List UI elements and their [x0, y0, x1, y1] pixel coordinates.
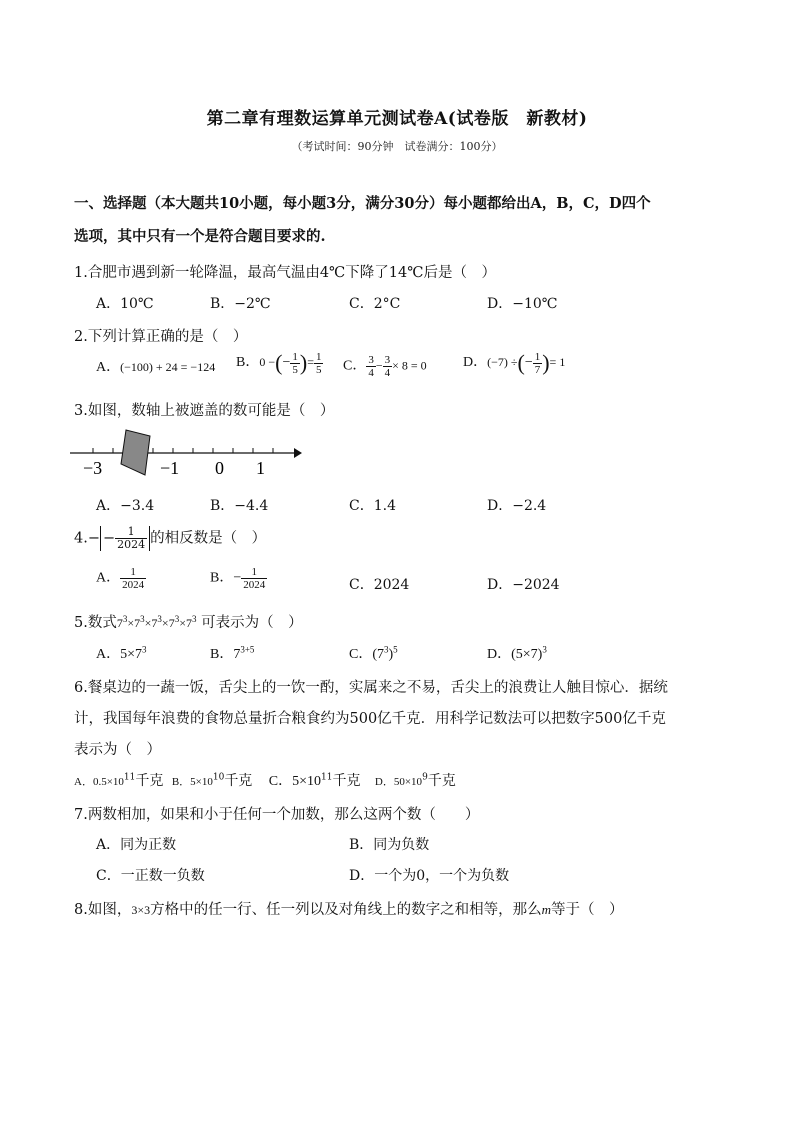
q2-option-a	[96, 356, 215, 376]
q5-option-c: C．$(7^3)^5$	[349, 644, 398, 662]
question-6-line1: 6.餐桌边的一蔬一饭，舌尖上的一饮一酌，实属来之不易，舌尖上的浪费让人触目惊心．据统	[74, 680, 668, 696]
cover-shape	[121, 430, 150, 475]
question-2-stem: 2.下列计算正确的是（ ）	[74, 329, 248, 345]
q2-option-c-label: C．	[343, 358, 367, 374]
q2-option-d-label: D．	[463, 355, 488, 371]
q1-option-d: D．−10℃	[487, 296, 558, 312]
question-6-line3: 表示为（ ）	[74, 742, 161, 758]
q4-option-c: C．2024	[349, 577, 410, 593]
tick-label-0: 0	[215, 458, 224, 478]
q4-option-b: B．− $\frac{1}{2024}$	[210, 566, 266, 591]
section-heading-line2: 选项，其中只有一个是符合题目要求的.	[74, 228, 326, 245]
q5-option-a: A．$5\times 7^3$	[96, 644, 147, 662]
number-line-arrow	[294, 448, 302, 458]
tick-label-neg1: −1	[160, 458, 180, 478]
q2-option-c: C． $\frac{3}{4}$ − $\frac{3}{4}$ × 8 = 0	[343, 354, 427, 379]
q5-option-d: D．$(5\times 7)^3$	[487, 644, 547, 662]
tick-label-1: 1	[256, 458, 265, 478]
q4-option-d: D．−2024	[487, 577, 560, 593]
q3-option-d: D．−2.4	[487, 498, 547, 514]
q1-option-b: B．−2℃	[210, 296, 271, 312]
q6-option-d: D．$50\times 10^9$千克	[374, 772, 456, 789]
q3-option-c: C．1.4	[349, 498, 396, 514]
q2-option-b-fraction: $\frac{1}{5}$	[292, 350, 298, 376]
q6-option-b: B．$5\times 10^{10}$千克	[171, 772, 253, 789]
q2-option-b-result: $\frac{1}{5}$	[315, 350, 322, 376]
question-1-stem: 1.合肥市遇到新一轮降温，最高气温由4℃下降了14℃后是（ ）	[74, 265, 496, 281]
q2-option-b-pre: 0 −	[259, 355, 276, 370]
page-title: 第二章有理数运算单元测试卷A(试卷版 新教材)	[206, 109, 588, 129]
q2-option-a-label: A．	[96, 360, 121, 375]
question-4-stem: 4.− − $\frac{1}{2024}$ 的相反数是（ ）	[74, 525, 267, 551]
question-7-stem: 7.两数相加，如果和小于任何一个加数，那么这两个数（ ）	[74, 807, 480, 823]
q7-option-c: C．一正数一负数	[96, 868, 205, 884]
tick-label-neg3: −3	[83, 458, 103, 478]
q3-option-a: A．−3.4	[96, 498, 155, 514]
page-subtitle: （考试时间：90分钟 试卷满分：100分）	[291, 140, 503, 153]
question-8-stem: 8.如图，3×3方格中的任一行、任一列以及对角线上的数字之和相等，那么m等于（ ）	[74, 902, 624, 918]
q7-option-b: B．同为负数	[349, 837, 430, 853]
q6-option-c: C．$5\times 10^{11}$千克	[268, 772, 361, 789]
q1-option-c: C．2°C	[349, 296, 401, 312]
q1-option-a: A．10℃	[96, 296, 154, 312]
section-heading-line1: 一、选择题（本大题共10小题，每小题3分，满分30分）每小题都给出A，B，C，D四个	[74, 195, 651, 212]
q2-option-a-expr: (−100) + 24 = −124	[120, 360, 216, 374]
q4-option-a: A． $\frac{1}{2024}$	[96, 566, 145, 591]
question-3-stem: 3.如图，数轴上被遮盖的数可能是（ ）	[74, 403, 335, 419]
question-5-stem: 5.数式$7^3\times 7^3\times 7^3\times 7^3\times 7^3$ 可表示为（ ）	[74, 614, 303, 631]
q6-option-a: A．$0.5\times 10^{11}$千克	[74, 772, 164, 789]
q5-option-b: B．$7^{3+5}$	[210, 644, 255, 662]
q2-option-b: B．0 −(− $\frac{1}{5}$ )= $\frac{1}{5}$	[236, 350, 322, 376]
q2-option-d: D．(−7) ÷(− $\frac{1}{7}$ )= 1	[463, 350, 566, 376]
q7-option-d: D．一个为0，一个为负数	[349, 868, 510, 884]
q3-option-b: B．−4.4	[210, 498, 269, 514]
q6-options	[74, 770, 456, 790]
number-line-figure	[68, 424, 308, 484]
q7-option-a: A．同为正数	[96, 837, 177, 853]
question-6-line2: 计，我国每年浪费的食物总量折合粮食约为500亿千克．用科学记数法可以把数字500亿千克	[74, 711, 666, 727]
q2-option-b-label: B．	[236, 355, 260, 371]
